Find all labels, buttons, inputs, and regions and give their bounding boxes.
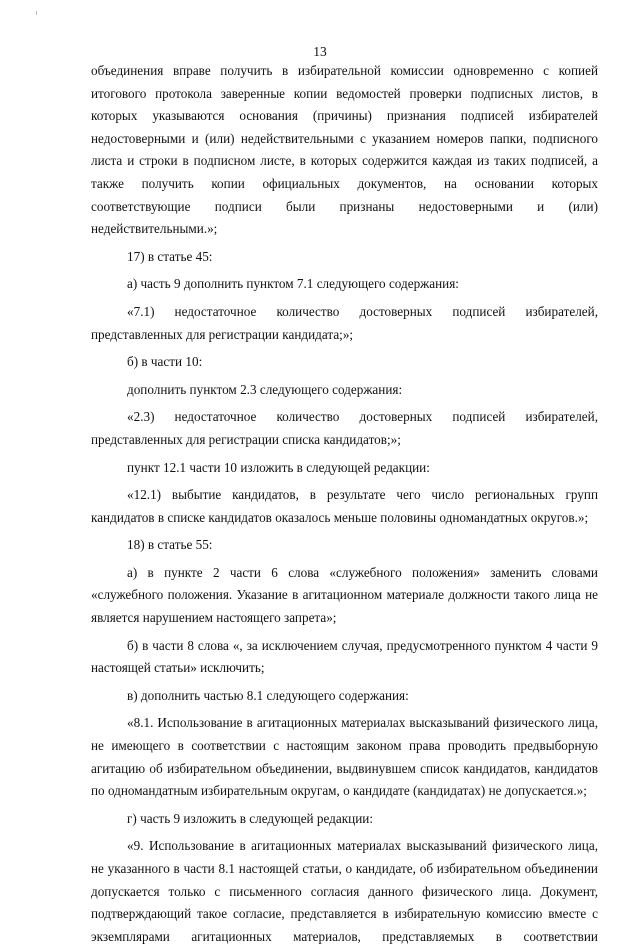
paragraph: в) дополнить частью 8.1 следующего содержания: — [127, 687, 409, 703]
paragraph: «9. Использование в агитационных материалах высказываний физического лица, не указанного в части 8.1 настоящей статьи, о кандидате, об избирательном объединении допускается только с письменного согласия данного физического лица. Документ, подтверждающий такое согласие, представляется в избирательную комиссию вместе с экземплярами агитационных материалов, представляемых в соответствии — [91, 838, 598, 944]
paragraph: б) в части 8 слова «, за исключением случая, предусмотренного пунктом 4 части 9 настоящей статьи» исключить; — [91, 637, 598, 676]
paragraph: а) часть 9 дополнить пунктом 7.1 следующего содержания: — [127, 276, 459, 292]
paragraph: г) часть 9 изложить в следующей редакции: — [127, 810, 373, 826]
paragraph: объединения вправе получить в избирательной комиссии одновременно с копией итогового протокола заверенные копии ведомостей проверки подписных листов, в которых указываются основания (причины) признания подписей избирателей недостоверными и (или) недействительными с указанием номеров папки, подписного листа и строки в подписном листе, в которых содержится каждая из таких подписей, а также получить копии официальных документов, на основании которых соответствующие подписи были признаны недостоверными и (или) недействительными.»; — [91, 63, 598, 237]
paragraph: б) в части 10: — [127, 354, 203, 370]
document-body — [91, 60, 598, 948]
page-number: 13 — [313, 44, 327, 59]
paragraph: пункт 12.1 части 10 изложить в следующей редакции: — [127, 459, 430, 475]
paragraph: а) в пункте 2 части 6 слова «служебного положения» заменить словами «служебного положения. Указание в агитационном материале должности такого лица не является нарушением настоящего запрета»; — [91, 564, 598, 626]
paragraph: 18) в статье 55: — [127, 537, 213, 553]
paragraph: «2.3) недостаточное количество достоверных подписей избирателей, представленных для регистрации списка кандидатов;»; — [91, 409, 598, 447]
paragraph: 17) в статье 45: — [127, 248, 213, 264]
margin-mark — [36, 11, 37, 15]
paragraph: «12.1) выбытие кандидатов, в результате чего число региональных групп кандидатов в списке кандидатов оказалось меньше половины одномандатных округов.»; — [91, 487, 598, 525]
paragraph: «8.1. Использование в агитационных материалах высказываний физического лица, не имеющего в соответствии с настоящим законом права проводить предвыборную агитацию об избирательном объединении, выдвинувшем список кандидатов, кандидатов по одномандатным избирательным округам, о кандидате (кандидатах) не допускается.»; — [91, 715, 598, 799]
paragraph: «7.1) недостаточное количество достоверных подписей избирателей, представленных для регистрации кандидата;»; — [91, 303, 598, 342]
paragraph: дополнить пунктом 2.3 следующего содержания: — [127, 381, 403, 397]
